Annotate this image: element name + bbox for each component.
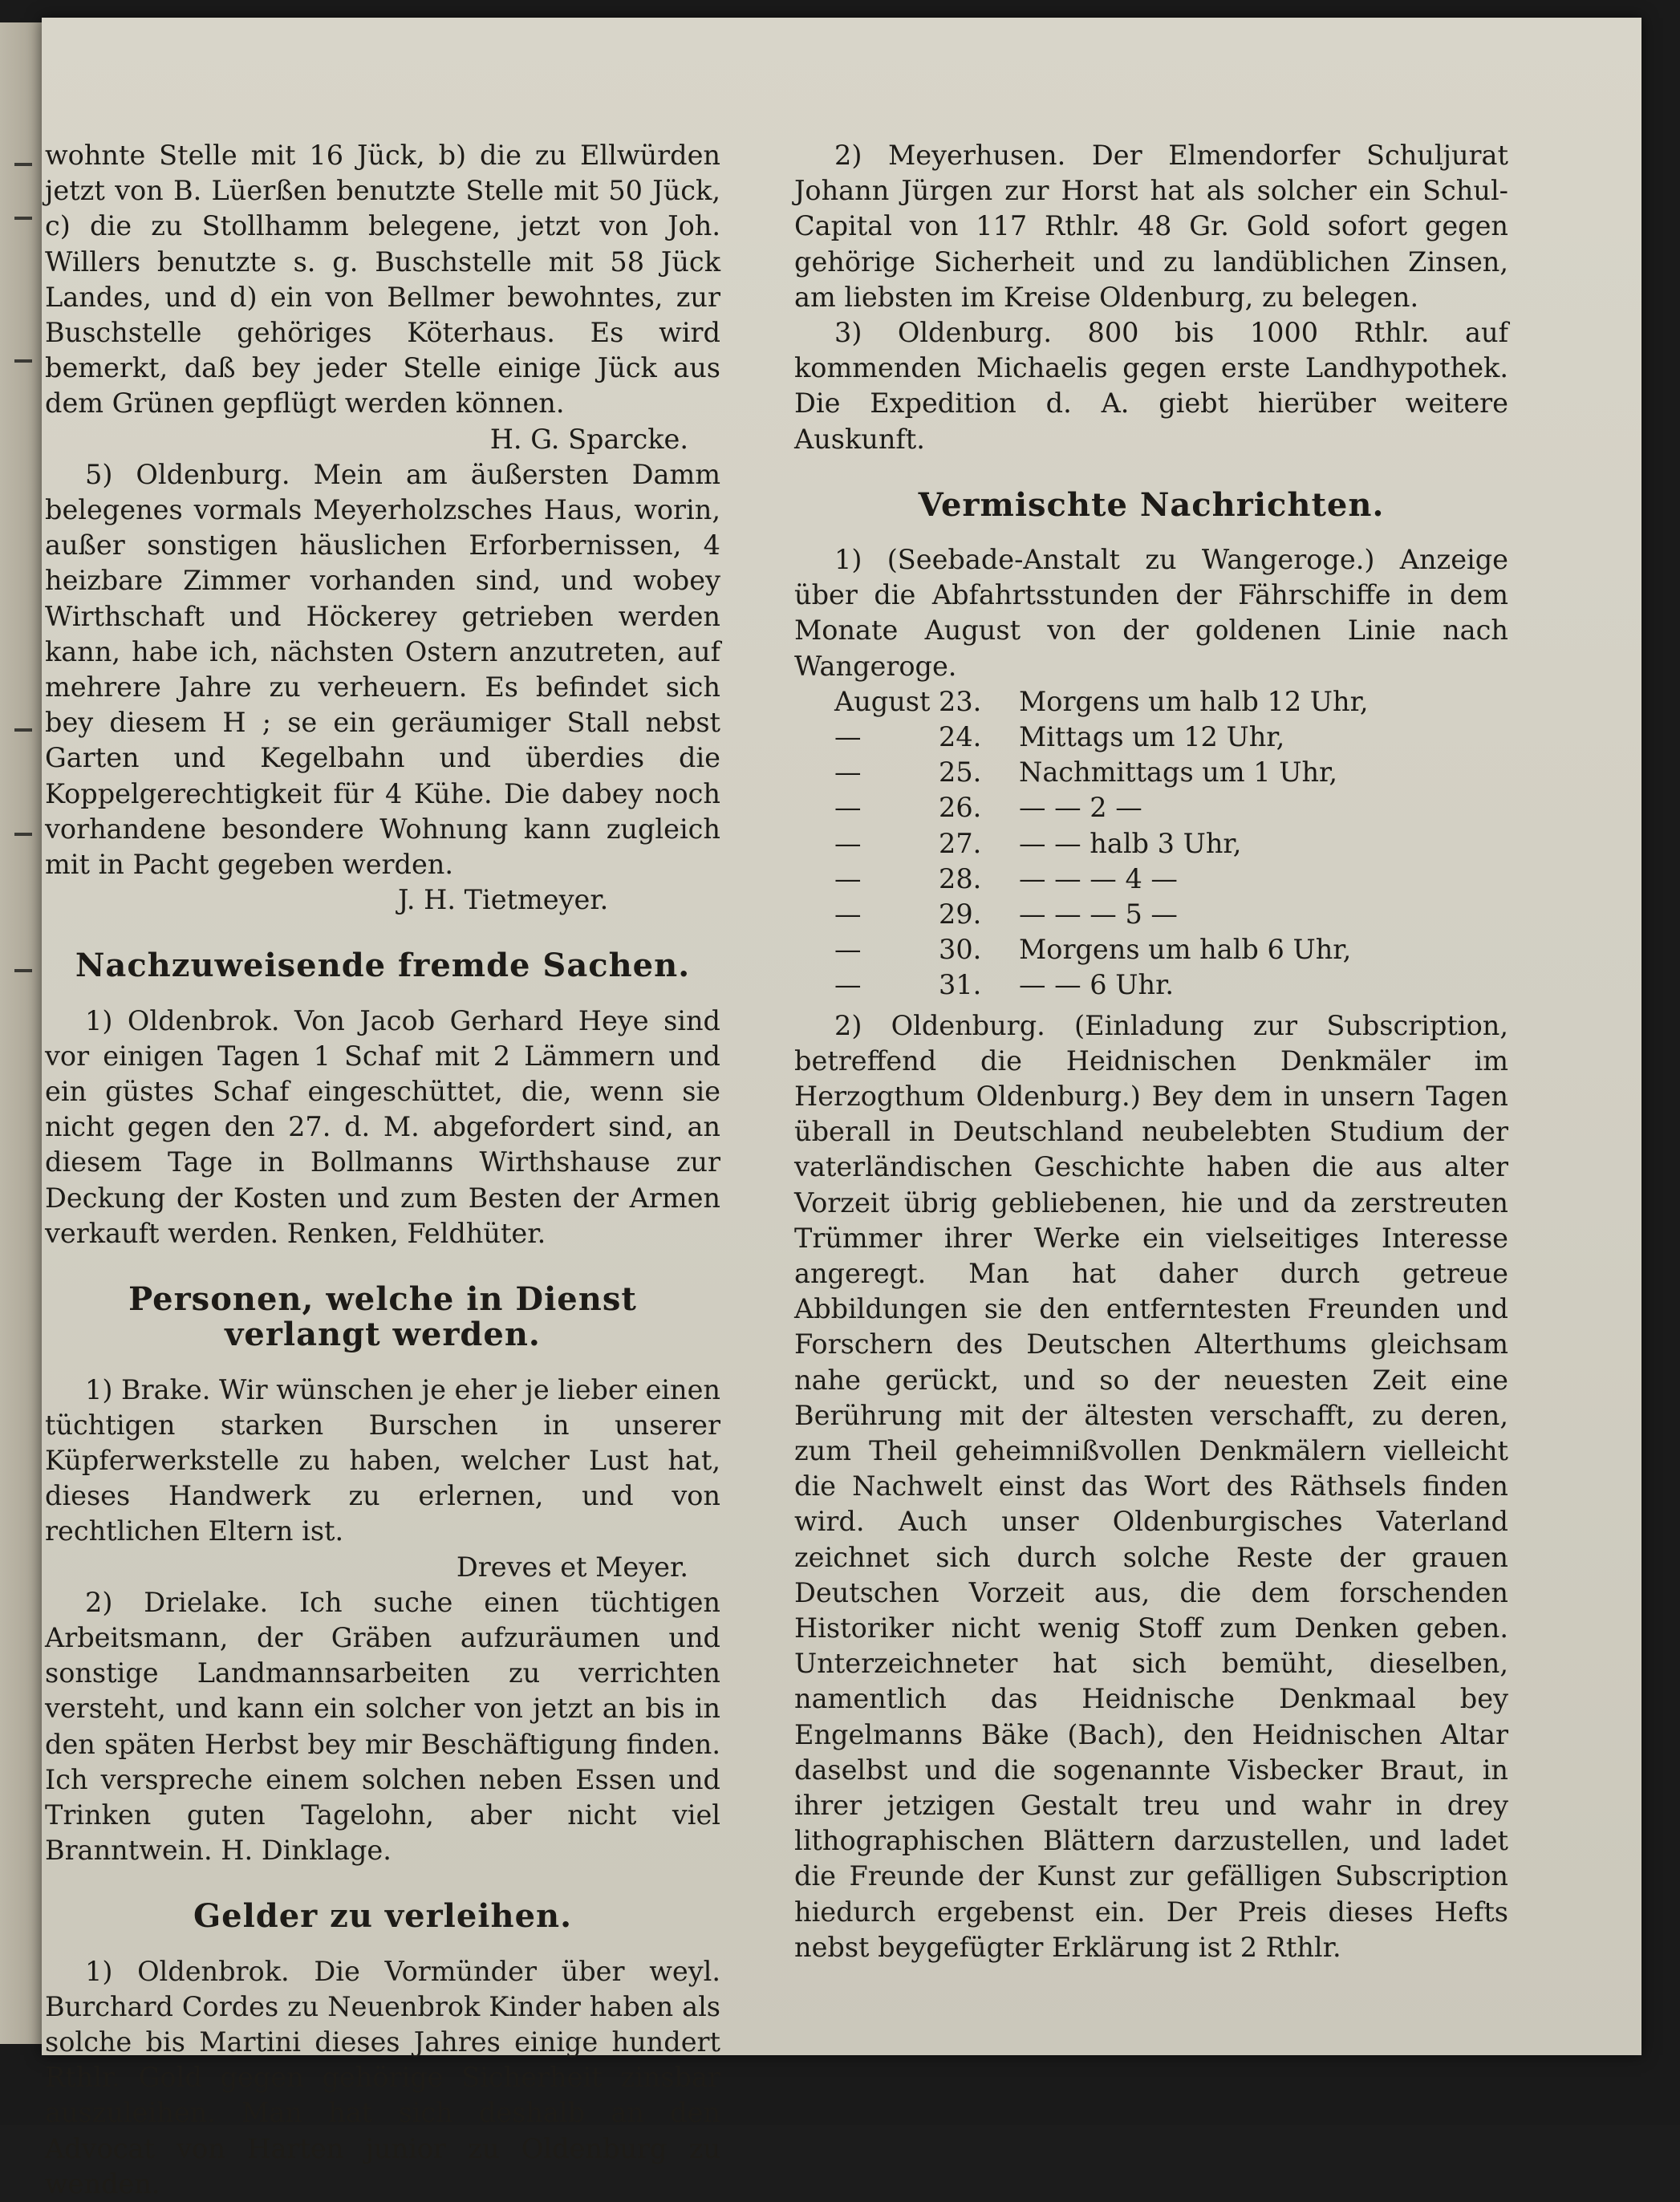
schedule-row [794, 826, 1508, 862]
schedule-day: 28. [939, 862, 982, 894]
section-heading: Vermischte Nachrichten. [918, 485, 1385, 524]
right-column [794, 138, 1508, 1965]
signature: H. G. Sparcke. [489, 423, 688, 455]
schedule-month: — [834, 792, 862, 824]
notice-paragraph: 2) Oldenburg. (Einladung zur Subscription, betreffend die Heidnischen Denkmäler im Herzogthum Oldenburg.) Bey dem in unsern Tagen überall in Deutschland neubelebten Studium der vaterländischen Geschichte haben die aus alter Vorzeit übrig gebliebenen, hie und da zerstreuten Trümmer ihrer Werke ein vielseitiges Interesse angeregt. Man hat daher durch getreue Abbildungen sie den entferntesten Freunden und Forschern des Deutschen Alterthums gleichsam nahe gerückt, und so der neuesten Zeit eine Berührung mit der ältesten verschafft, zu deren, zum Theil geheimnißvollen Denkmälern vielleicht die Nachwelt einst das Wort des Räthsels finden wird. Auch unser Oldenburgisches Vaterland zeichnet sich durch solche Reste der grauen Deutschen Vorzeit aus, die dem forschenden Historiker nicht wenig Stoff zum Denken geben. Unterzeichneter hat sich bemüht, dieselben, namentlich das Heidnische Denkmaal bey Engelmanns Bäke (Bach), den Heidnischen Altar daselbst und die sogenannte Visbecker Braut, in ihrer jetzigen Gestalt treu und wahr in drey lithographischen Blättern darzustellen, und ladet die Freunde der Kunst zur gefälligen Subscription hiedurch ergebenst ein. Der Preis dieses Hefts nebst beygefügter Erklärung ist 2 Rthlr. [794, 1009, 1508, 1963]
schedule-day: 27. [939, 827, 982, 859]
schedule-month: August [834, 685, 931, 717]
schedule-day: 25. [939, 756, 982, 789]
schedule-row [794, 932, 1508, 967]
notice-paragraph: 3) Oldenburg. 800 bis 1000 Rthlr. auf kommenden Michaelis gegen erste Landhypothek. Die Expedition d. A. giebt hierüber weitere Auskunft. [794, 317, 1508, 455]
notice-paragraph: 1) Brake. Wir wünschen je eher je lieber einen tüchtigen starken Burschen in unserer Küpferwerkstelle zu haben, welcher Lust hat, dieses Handwerk zu erlernen, und von rechtlichen Eltern ist. [45, 1373, 720, 1547]
schedule-day: 30. [939, 934, 982, 966]
right-column-bottom [794, 1008, 1508, 1965]
schedule-month: — [834, 969, 862, 1001]
notice-paragraph: 2) Drielake. Ich suche einen tüchtigen Arbeitsmann, der Gräben aufzuräumen und sonstige Landmannsarbeiten zu verrichten versteht, und kann ein solcher von jetzt an bis in den späten Herbst bey mir Beschäftigung finden. Ich verspreche einem solchen neben Essen und Trinken guten Tagelohn, aber nicht viel Branntwein. H. Dinklage. [45, 1586, 720, 1867]
schedule-time: Morgens um halb 6 Uhr, [1019, 934, 1352, 966]
notice-paragraph: 1) Oldenbrok. Die Vormünder über weyl. Burchard Cordes zu Neuenbrok Kinder haben als solche bis Martini dieses Jahres einige hundert Rthlr. Gold gegen gehörige Sicherheit zinsbar auszuleihen. Man hat sich deshalb an den Advocat von Harten junior zu Oldenburg zu wenden. [45, 1955, 720, 2200]
ferry-schedule [794, 684, 1508, 1004]
schedule-row [794, 720, 1508, 755]
notice-paragraph: wohnte Stelle mit 16 Jück, b) die zu Ellwürden jetzt von B. Lüerßen benutzte Stelle mit 50 Jück, c) die zu Stollhamm belegene, jetzt von Joh. Willers benutzte s. g. Buschstelle mit 58 Jück Landes, und d) ein von Bellmer bewohntes, zur Buschstelle gehöriges Köterhaus. Es wird bemerkt, daß bey jeder Stelle einige Jück aus dem Grünen gepflügt werden können. [45, 140, 720, 420]
schedule-month: — [834, 756, 862, 789]
schedule-day: 29. [939, 898, 982, 930]
schedule-time: — — — 4 — [1019, 862, 1178, 894]
schedule-month: — [834, 827, 862, 859]
signature: J. H. Tietmeyer. [398, 884, 609, 916]
schedule-row [794, 684, 1508, 720]
signature: Dreves et Meyer. [456, 1551, 688, 1583]
schedule-day: 24. [939, 721, 982, 753]
schedule-row [794, 897, 1508, 932]
schedule-time: — — 2 — [1019, 792, 1142, 824]
schedule-row [794, 755, 1508, 790]
notice-paragraph: 1) Oldenbrok. Von Jacob Gerhard Heye sind vor einigen Tagen 1 Schaf mit 2 Lämmern und ein güstes Schaf eingeschüttet, die, wenn sie nicht gegen den 27. d. M. abgefordert sind, an diesem Tage in Bollmanns Wirthshause zur Deckung der Kosten und zum Besten der Armen verkauft werden. Renken, Feldhüter. [45, 1004, 720, 1249]
notice-paragraph: 5) Oldenburg. Mein am äußersten Damm belegenes vormals Meyerholzsches Haus, worin, außer sonstigen häuslichen Erforbernissen, 4 heizbare Zimmer vorhanden sind, und wobey Wirthschaft und Höckerey getrieben werden kann, habe ich, nächsten Ostern anzutreten, auf mehrere Jahre zu verheuern. Es befindet sich bey diesem H ; se ein geräumiger Stall nebst Garten und Kegelbahn und überdies die Koppelgerechtigkeit für 4 Kühe. Die dabey noch vorhandene besondere Wohnung kann zugleich mit in Pacht gegeben werden. [45, 458, 720, 881]
schedule-month: — [834, 721, 862, 753]
schedule-day: 26. [939, 792, 982, 824]
document-page [42, 18, 1641, 2200]
schedule-time: — — halb 3 Uhr, [1019, 827, 1242, 859]
schedule-day: 31. [939, 969, 982, 1001]
schedule-month: — [834, 898, 862, 930]
schedule-day: 23. [939, 685, 982, 717]
schedule-time: Morgens um halb 12 Uhr, [1019, 685, 1369, 717]
schedule-time: Mittags um 12 Uhr, [1019, 721, 1285, 753]
section-heading: Personen, welche in Dienst verlangt werden. [128, 1280, 637, 1354]
schedule-time: — — — 5 — [1019, 898, 1178, 930]
section-heading: Nachzuweisende fremde Sachen. [75, 947, 691, 985]
schedule-row [794, 967, 1508, 1003]
schedule-row [794, 790, 1508, 825]
notice-paragraph: 1) (Seebade-Anstalt zu Wangeroge.) Anzeige über die Abfahrtsstunden der Fährschiffe in dem Monate August von der goldenen Linie nach Wangeroge. [794, 544, 1508, 682]
schedule-time: — — 6 Uhr. [1019, 969, 1175, 1001]
left-column [45, 138, 720, 2202]
notice-paragraph: 2) Meyerhusen. Der Elmendorfer Schuljurat Johann Jürgen zur Horst hat als solcher ein Schul-Capital von 117 Rthlr. 48 Gr. Gold sofort gegen gehörige Sicherheit und zu landüblichen Zinsen, am liebsten im Kreise Oldenburg, zu belegen. [794, 140, 1508, 313]
section-heading: Gelder zu verleihen. [193, 1897, 573, 1936]
schedule-row [794, 862, 1508, 897]
right-column-top [794, 138, 1508, 684]
schedule-month: — [834, 934, 862, 966]
schedule-time: Nachmittags um 1 Uhr, [1019, 756, 1338, 789]
schedule-month: — [834, 862, 862, 894]
